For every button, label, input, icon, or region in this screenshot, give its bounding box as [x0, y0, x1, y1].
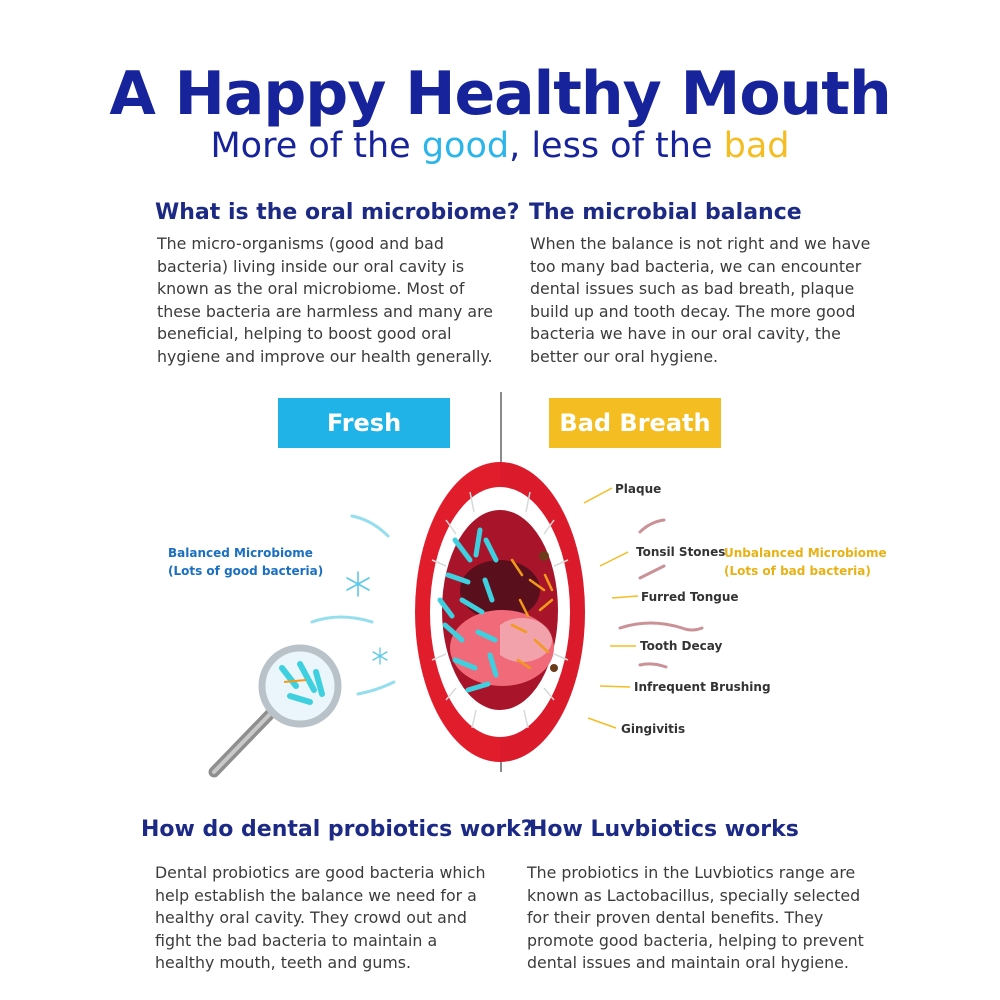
probiotics-heading: How do dental probiotics work? — [141, 817, 534, 842]
bacteria-squiggle — [352, 516, 388, 536]
cause-gingivitis: Gingivitis — [621, 722, 686, 736]
probiotics-body — [155, 862, 486, 975]
probiotics-line: Dental probiotics are good bacteria which — [155, 863, 486, 882]
probiotics-line: help establish the balance we need for a — [155, 885, 477, 905]
page-subtitle — [0, 124, 1000, 168]
unbalanced-line-1: Unbalanced Microbiome — [724, 546, 887, 560]
balance-body — [530, 233, 870, 368]
snowflake-icon — [347, 572, 369, 596]
luvbiotics-heading: How Luvbiotics works — [529, 817, 799, 842]
pointer-line — [600, 686, 630, 687]
magnifying-glass-icon — [214, 648, 338, 772]
snowflake-icon — [373, 648, 387, 664]
decay-spot — [539, 551, 549, 561]
balance-line: better our oral hygiene. — [530, 346, 719, 366]
pointer-line — [584, 488, 612, 503]
balance-heading: The microbial balance — [529, 200, 802, 225]
luvbiotics-line: The probiotics in the Luvbiotics range are — [527, 863, 856, 882]
cause-pointers — [560, 470, 723, 740]
microbiome-body — [157, 233, 493, 368]
cause-infrequent-brushing: Infrequent Brushing — [634, 680, 771, 694]
bad-bacteria-squiggle — [640, 520, 664, 532]
page-title: A Happy Healthy Mouth — [109, 59, 891, 129]
unbalanced-line-2: (Lots of bad bacteria) — [724, 564, 871, 578]
probiotics-line: healthy mouth, teeth and gums. — [155, 953, 411, 972]
balance-line: bacteria we have in our oral cavity, the — [530, 324, 841, 343]
luvbiotics-line: known as Lactobacillus, specially selected — [527, 885, 861, 905]
microbiome-heading: What is the oral microbiome? — [155, 200, 520, 225]
fresh-breath-badge: Fresh Breath — [278, 398, 450, 448]
balanced-line-2: (Lots of good bacteria) — [168, 564, 324, 578]
unbalanced-microbiome-label — [724, 544, 887, 580]
luvbiotics-line: dental issues and maintain oral hygiene. — [527, 953, 849, 972]
luvbiotics-line: promote good bacteria, helping to prevent — [527, 930, 864, 950]
bad-breath-badge: Bad Breath — [549, 398, 721, 448]
probiotics-line: healthy oral cavity. They crowd out and — [155, 908, 467, 927]
subtitle-mid: , less of the — [509, 126, 724, 166]
bacteria-squiggle — [312, 617, 372, 622]
pointer-line — [600, 552, 628, 566]
bad-bacteria-squiggle — [640, 566, 664, 578]
bacteria-squiggle — [358, 682, 394, 694]
balance-line: too many bad bacteria, we can encounter — [530, 256, 862, 276]
subtitle-pre: More of the — [210, 126, 422, 166]
microbiome-line: beneficial, helping to boost good oral — [157, 324, 452, 343]
subtitle-bad: bad — [723, 126, 790, 166]
cause-plaque: Plaque — [615, 482, 662, 496]
balanced-line-1: Balanced Microbiome — [168, 546, 313, 560]
pointer-line — [612, 596, 638, 598]
microbiome-line: hygiene and improve our health generally. — [157, 346, 493, 366]
bad-bacteria-squiggle — [620, 623, 702, 630]
decay-spot — [550, 664, 558, 672]
luvbiotics-line: for their proven dental benefits. They — [527, 908, 824, 927]
cause-tooth-decay: Tooth Decay — [640, 639, 723, 653]
microbiome-line: known as the oral microbiome. Most of — [157, 279, 465, 298]
probiotics-line: fight the bad bacteria to maintain a — [155, 930, 438, 950]
subtitle-good: good — [421, 126, 510, 166]
microbiome-line: these bacteria are harmless and many are — [157, 301, 493, 321]
cause-furred-tongue: Furred Tongue — [641, 590, 739, 604]
luvbiotics-body — [527, 862, 864, 975]
pointer-line — [588, 718, 616, 728]
balance-line: build up and tooth decay. The more good — [530, 301, 856, 321]
fresh-decorations — [195, 505, 420, 785]
balance-line: dental issues such as bad breath, plaque — [530, 279, 855, 298]
cause-tonsil-stones: Tonsil Stones — [636, 545, 726, 559]
bad-bacteria-squiggle — [640, 664, 666, 667]
balance-line: When the balance is not right and we have — [530, 234, 871, 253]
microbiome-line: bacteria) living inside our oral cavity is — [157, 256, 465, 276]
microbiome-line: The micro-organisms (good and bad — [157, 234, 444, 253]
